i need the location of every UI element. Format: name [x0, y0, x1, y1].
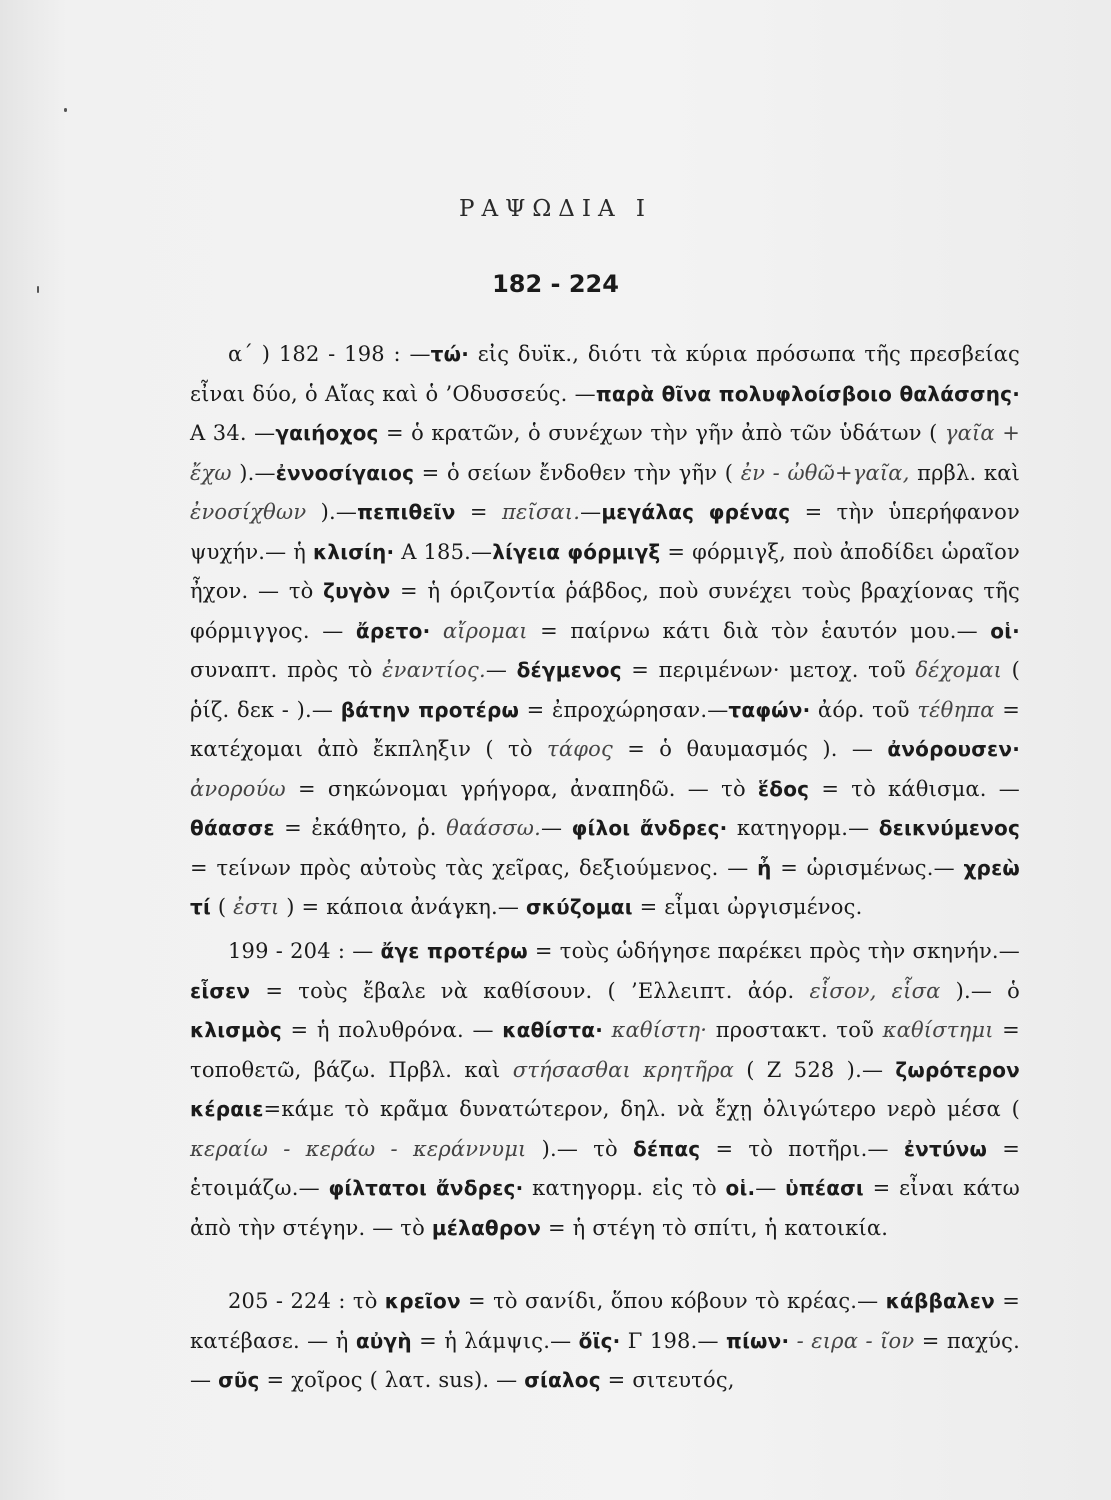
stray-mark [64, 108, 67, 112]
commentary-section-205-224 [190, 1282, 1020, 1401]
verse-range-heading: 182 - 224 [492, 270, 619, 298]
commentary-paragraph: α΄ ) 182 - 198 : —τώ· εἰς δυϊκ., διότι τὰ κύρια πρόσωπα τῆς πρεσβείας εἶναι δύο, ὁ Αἴας καὶ ὁ ’Οδυσσεύς. —παρὰ θῖνα πολυφλοίσβοιο θαλάσσης· Α 34. —γαιήοχος = ὁ κρατῶν, ὁ συνέχων τὴν γῆν ἀπὸ τῶν ὑδάτων ( γαῖα + ἔχω ).—ἐννοσίγαιος = ὁ σείων ἔνδοθεν τὴν γῆν ( ἐν - ὠθῶ+γαῖα, πρβλ. καὶ ἐνοσίχθων ).—πεπιθεῖν = πεῖσαι.—μεγάλας φρένας = τὴν ὑπερήφανον ψυχήν.— ἡ κλισίη· Α 185.—λίγεια φόρμιγξ = φόρμιγξ, ποὺ ἀποδίδει ὡραῖον ἦχον. — τὸ ζυγὸν = ἡ όριζοντία ῥάβδος, ποὺ συνέχει τοὺς βραχίονας τῆς φόρμιγγος. — ἄρετο· αἴρομαι = παίρνω κάτι διὰ τὸν ἑαυτόν μου.— οἱ· συναπτ. πρὸς τὸ ἐναντίος.— δέγμενος = περιμένων· μετοχ. τοῦ δέχομαι ( ῥίζ. δεκ - ).— βάτην προτέρω = ἐπροχώρησαν.—ταφών· ἀόρ. τοῦ τέθηπα = κατέχομαι ἀπὸ ἔκπληξιν ( τὸ τάφος = ὁ θαυμασμός ). — ἀνόρουσεν· ἀνορούω = σηκώνομαι γρήγορα, ἀναπηδῶ. — τὸ ἕδος = τὸ κάθισμα. — θάασσε = ἐκάθητο, ῥ. θαάσσω.— φίλοι ἄνδρες· κατηγορμ.— δεικνύμενος = τείνων πρὸς αὐτοὺς τὰς χεῖρας, δεξιούμενος. — ἦ = ὡρισμένως.— χρεὼ τί ( ἐστι ) = κάποια ἀνάγκη.— σκύζομαι = εἶμαι ὠργισμένος. [190, 342, 1021, 919]
commentary-section-199-204 [190, 932, 1020, 1248]
commentary-paragraph: 199 - 204 : — ἄγε προτέρω = τοὺς ὡδήγησε παρέκει πρὸς τὴν σκηνήν.— εἷσεν = τοὺς ἔβαλε νὰ καθίσουν. ( ’Ελλειπτ. ἀόρ. εἷσον, εἷσα ).— ὁ κλισμὸς = ἡ πολυθρόνα. — καθίστα· καθίστη· προστακτ. τοῦ καθίστημι = τοποθετῶ, βάζω. Πρβλ. καὶ στήσασθαι κρητῆρα ( Ζ 528 ).— ζωρότερον κέραιε=κάμε τὸ κρᾶμα δυνατώτερον, δηλ. νὰ ἔχῃ ὀλιγώτερο νερὸ μέσα ( κεραίω - κεράω - κεράννυμι ).— τὸ δέπας = τὸ ποτῆρι.— ἐντύνω = ἑτοιμάζω.— φίλτατοι ἄνδρες· κατηγορμ. εἰς τὸ οἱ.— ὑπέασι = εἶναι κάτω ἀπὸ τὴν στέγην. — τὸ μέλαθρον = ἡ στέγη τὸ σπίτι, ἡ κατοικία. [190, 939, 1020, 1240]
commentary-section-182-198 [190, 335, 1020, 928]
commentary-paragraph: 205 - 224 : τὸ κρεῖον = τὸ σανίδι, ὅπου κόβουν τὸ κρέας.— κάββαλεν = κατέβασε. — ἡ αὐγὴ = ἡ λάμψις.— ὄϊς· Γ 198.— πίων· - ειρα - ῖον = παχύς.— σῦς = χοῖρος ( λατ. sus). — σίαλος = σιτευτός, [190, 1289, 1020, 1392]
chapter-heading: ΡΑΨΩΔΙΑ Ι [458, 196, 653, 222]
